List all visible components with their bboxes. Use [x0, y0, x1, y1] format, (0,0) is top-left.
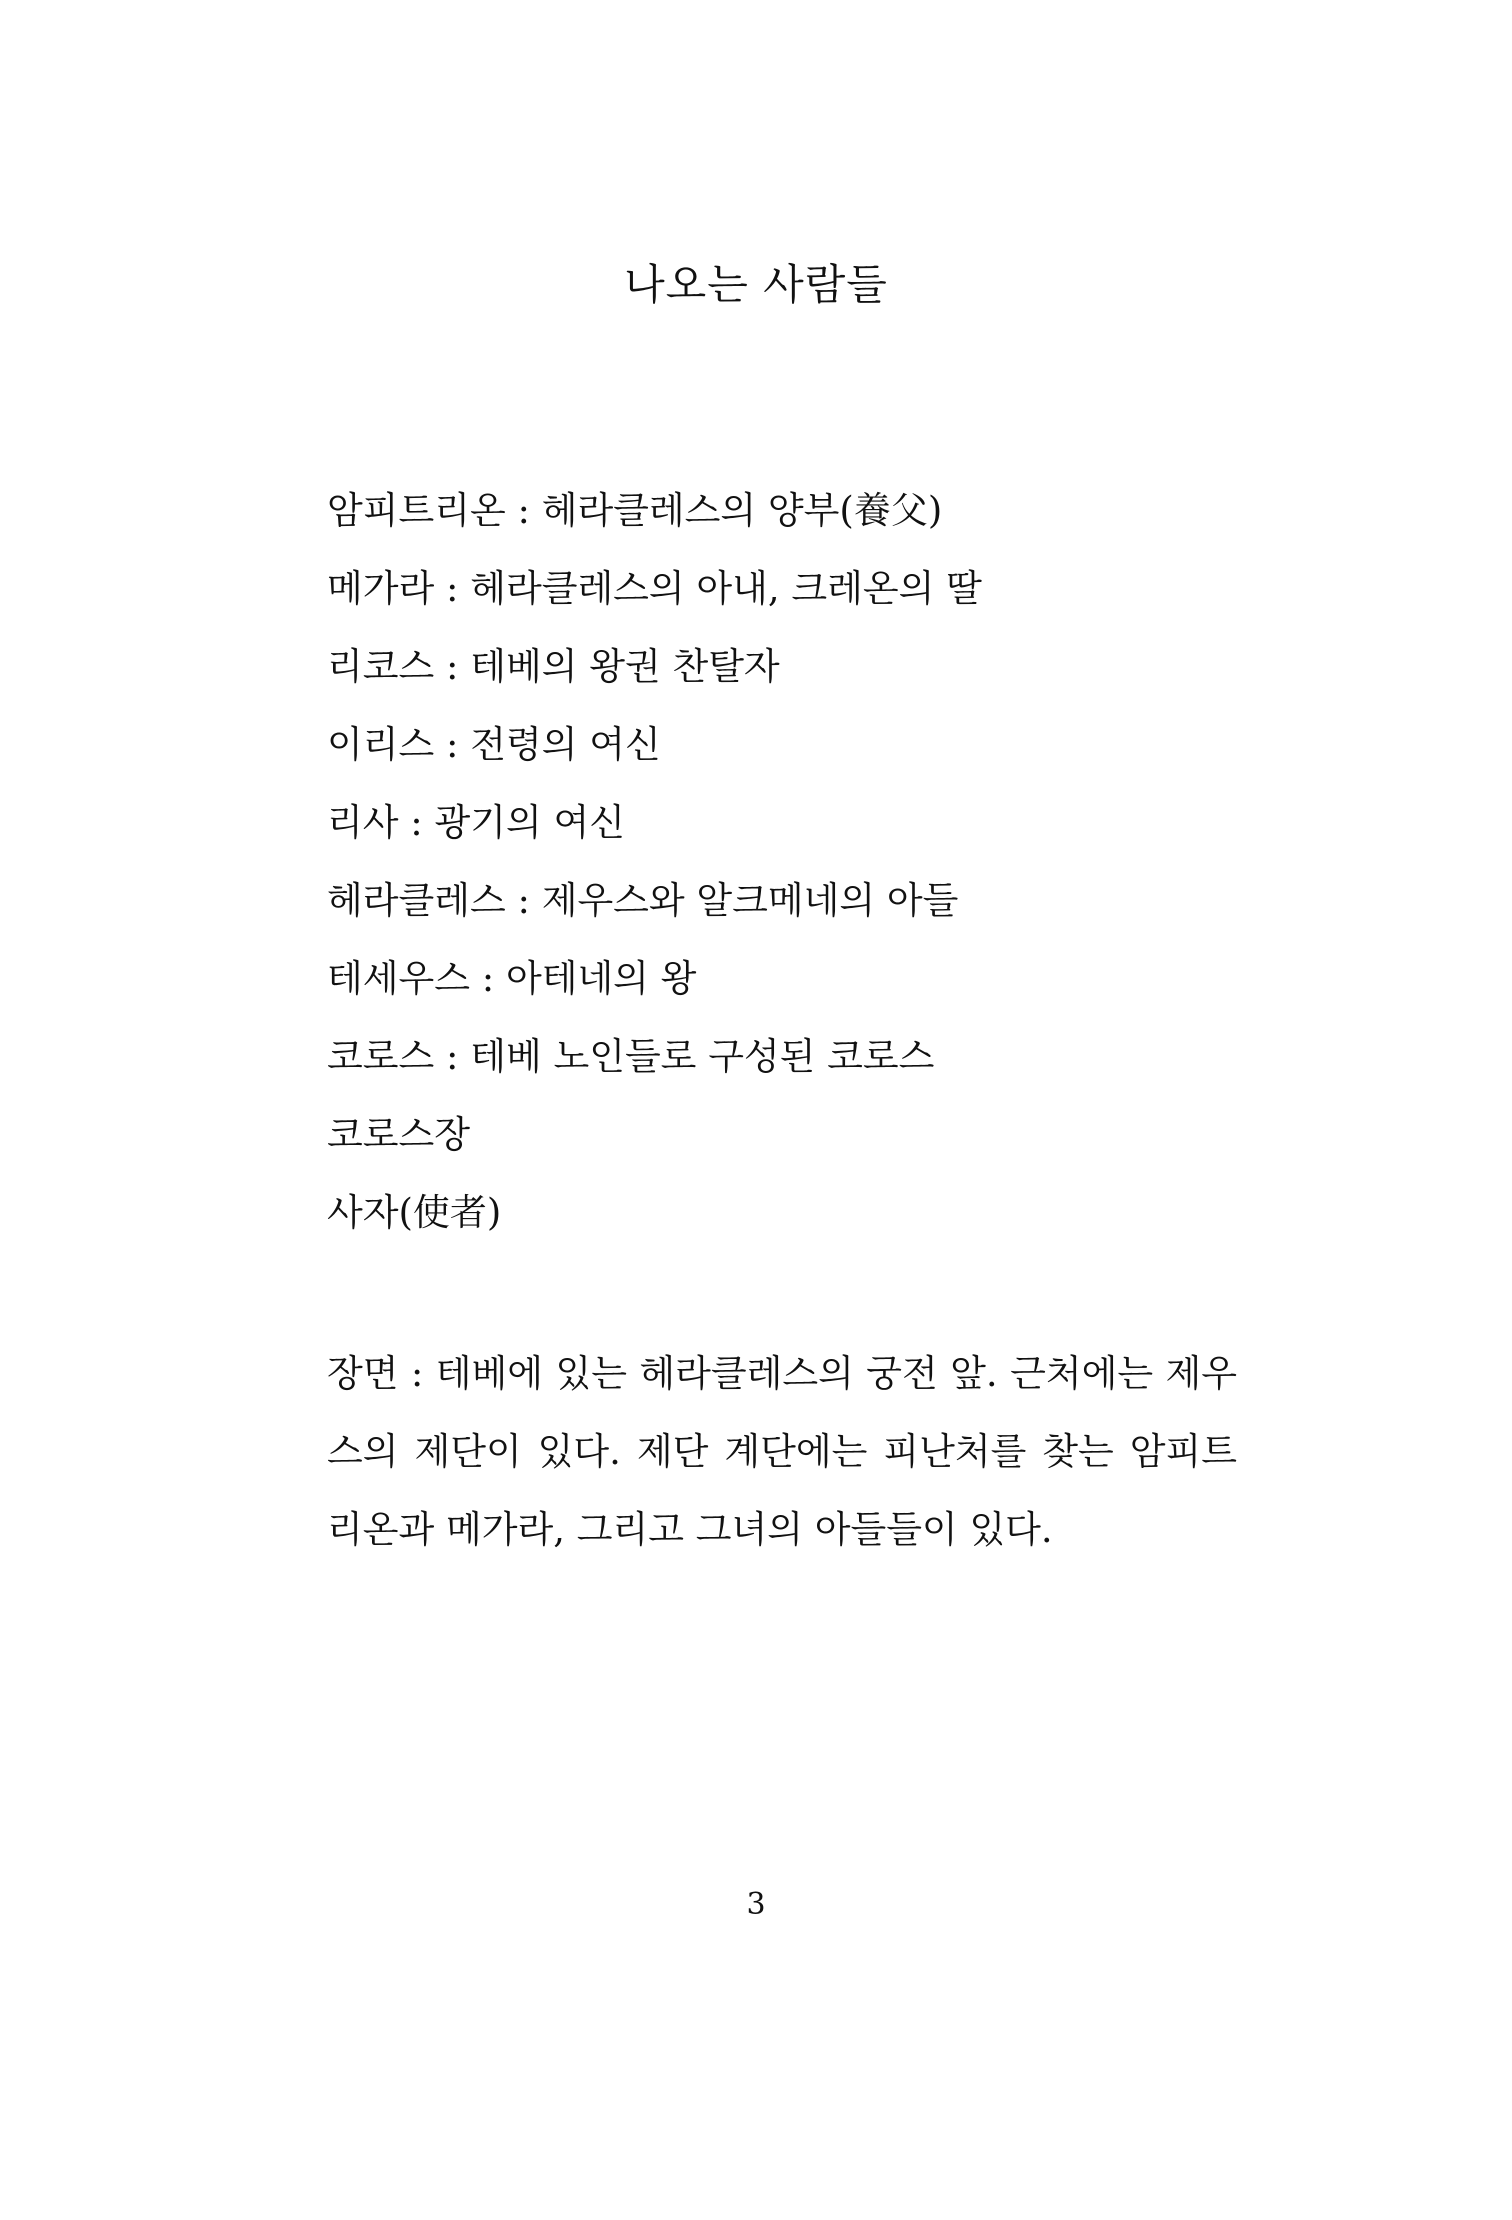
cast-item-amphitryon: 암피트리온 : 헤라클레스의 양부(養父) [327, 489, 943, 532]
cast-item-megara: 메가라 : 헤라클레스의 아내, 크레온의 딸 [327, 567, 982, 610]
cast-item-heracles: 헤라클레스 : 제우스와 알크메네의 아들 [327, 879, 959, 922]
cast-item-chorus-leader: 코로스장 [327, 1113, 470, 1156]
cast-item-iris: 이리스 : 전령의 여신 [327, 723, 661, 766]
cast-item-theseus: 테세우스 : 아테네의 왕 [327, 957, 697, 1000]
page-number: 3 [746, 1887, 766, 1922]
cast-item-lycus: 리코스 : 테베의 왕권 찬탈자 [327, 645, 780, 688]
scene-description: 장면 : 테베에 있는 헤라클레스의 궁전 앞. 근처에는 제우스의 제단이 있다. 제단 계단에는 피난처를 찾는 암피트리온과 메가라, 그리고 그녀의 아들들이 있다. [327, 1352, 1237, 1551]
cast-item-chorus: 코로스 : 테베 노인들로 구성된 코로스 [327, 1035, 935, 1078]
cast-item-lyssa: 리사 : 광기의 여신 [327, 801, 625, 844]
cast-list [327, 485, 1327, 1265]
cast-item-messenger: 사자(使者) [327, 1191, 502, 1234]
page-title: 나오는 사람들 [624, 260, 888, 309]
